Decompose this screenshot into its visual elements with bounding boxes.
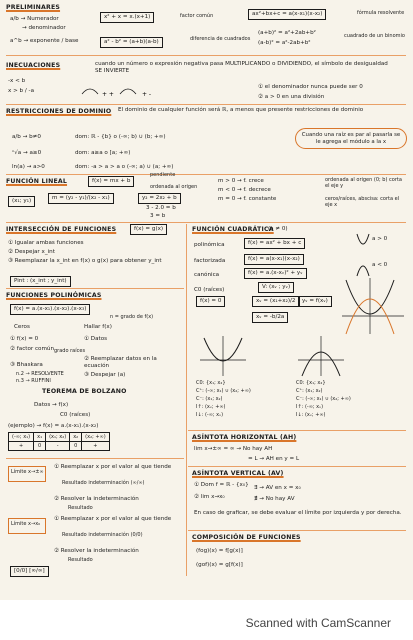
divider-1 xyxy=(6,55,406,56)
numerador-label: a/b → Numerador xyxy=(10,16,59,22)
polinomicas-title: FUNCIONES POLINÓMICAS xyxy=(6,292,102,299)
divider-5 xyxy=(6,288,184,289)
c0-up: C0: {x₁; x₂} xyxy=(196,380,226,386)
divider-8 xyxy=(188,466,406,467)
bolzano-ejemplo: (ejemplo) → f(x) = a.(x-x₁).(x-x₂) xyxy=(8,423,99,429)
scanner-footer xyxy=(0,600,413,640)
a-menor-cero: a < 0 xyxy=(372,262,388,268)
divider-6 xyxy=(188,430,406,431)
indeterminaciones-box: [0/0] [∞/∞] xyxy=(10,566,49,577)
ceros-step-2b: grado raíces xyxy=(54,348,86,354)
resolvente-box: ax²+bx+c = a(x-x₁)(x-x₂) xyxy=(248,9,326,20)
diferencia-cuadrados-box: a² - b² = (a+b)(a-b) xyxy=(100,37,163,48)
parabola-down-graph xyxy=(198,334,248,378)
a-mayor-cero: a > 0 xyxy=(372,236,388,242)
table-header-cell: x₁ xyxy=(34,433,45,442)
footer-text: Scanned with CamScanner xyxy=(245,616,391,630)
inecuaciones-text: cuando un número o expresión negativa pasa MULTIPLICANDO o DIVIDIENDO, el símbolo de desigualdad SE INVIERTE xyxy=(95,61,388,74)
limite-inf-result-2: Resultado xyxy=(68,505,93,511)
table-header-cell: (x₁; x₂) xyxy=(46,433,69,442)
interseccion-step-3: ③ Reemplazar la x_int en f(x) o g(x) para obtener y_int xyxy=(8,258,162,264)
polinomica-box: f(x) = ax² + bx + c xyxy=(244,238,305,249)
hallar-step-2: ② Reemplazar datos en la ecuación xyxy=(84,356,157,369)
interseccion-step-1: ① Igualar ambas funciones xyxy=(8,240,84,246)
svg-text:+ -: + - xyxy=(142,91,152,98)
canonica-label: canónica xyxy=(194,272,220,278)
f-igual-cero-box: f(x) = 0 xyxy=(196,296,225,307)
canonica-box: f(x) = a.(x-xᵥ)² + yᵥ xyxy=(244,268,307,279)
av-graficar-text: En caso de graficar, se debe evaluar el límite por izquierda y por derecha. xyxy=(194,510,402,516)
dominio-title: RESTRICCIONES DE DOMINIO xyxy=(6,108,112,115)
inec-rule-2: ② a > 0 en una división xyxy=(258,94,325,100)
column-divider xyxy=(186,224,187,576)
grado-label: n = grado de f(x) xyxy=(110,314,154,320)
binomio-suma: (a+b)² = a²+2ab+b² xyxy=(258,30,316,36)
m-cero: m = 0 → f. constante xyxy=(218,196,277,202)
divider-7 xyxy=(6,458,184,459)
iup-down: I↑: (-∞; xᵥ) xyxy=(296,404,324,410)
raiz-par-note: Cuando una raíz es par al pasarla se le agrega el módulo a la x xyxy=(295,128,407,149)
factorizada-box: f(x) = a(x-x₁)(x-x₂) xyxy=(244,254,304,265)
bolzano-title: TEOREMA DE BOLZANO xyxy=(42,388,127,395)
ceros-step-2: ② factor común xyxy=(10,346,54,352)
inec-arrows-sketch xyxy=(80,82,180,102)
dominio-r1-left: a/b → b≠0 xyxy=(12,134,41,140)
table-header-cell: x₂ xyxy=(70,433,81,442)
lineal-formula-box: f(x) = mx + b xyxy=(88,176,134,187)
inec-ejemplo-2: x > b / -a xyxy=(8,88,34,94)
resolvente-note: n.2 → RESOLVENTE xyxy=(16,371,64,377)
cneg-up: C⁻: (x₁; x₂) xyxy=(196,396,223,402)
divider-2 xyxy=(6,104,406,105)
vertice-box: V: (xᵥ ; yᵥ) xyxy=(258,282,294,293)
dominio-r1-right: dom: ℝ - {b} o (-∞; b) ∪ (b; +∞) xyxy=(75,134,166,140)
limite-x0-result-2: Resultado xyxy=(68,557,93,563)
lineal-eq-box: y₂ = 2x₂ + b xyxy=(138,193,181,204)
cneg-down: C⁻: (-∞; x₁) ∪ (x₂; +∞) xyxy=(296,396,351,402)
limite-inf-step-1: ① Reemplazar x por el valor al que tiende xyxy=(54,464,172,470)
binomio-resta: (a-b)² = a²-2ab+b² xyxy=(258,40,311,46)
av-title: ASÍNTOTA VERTICAL (AV) xyxy=(192,470,284,477)
iup-up: I↑: (xᵥ; +∞) xyxy=(196,404,226,410)
limite-inf-title: Límite x→±∞ xyxy=(11,469,44,475)
hallar-heading: Hallar f(x) xyxy=(84,324,112,330)
factor-comun-label: factor común xyxy=(180,13,214,19)
lineal-eq-b: 3 - 2.0 = b xyxy=(146,205,176,211)
c0-down: C0: {x₁; x₂} xyxy=(296,380,326,386)
dominio-r2-left: ⁿ√a → a≥0 xyxy=(12,150,42,156)
table-col xyxy=(45,433,69,450)
table-header-cell: (-∞; x₁) xyxy=(9,433,33,442)
m-positiva: m > 0 → f. crece xyxy=(218,178,264,184)
parabola-graph xyxy=(340,276,406,336)
limite-inf-result: Resultado indeterminación (∞/∞) xyxy=(62,480,145,486)
svg-text:+ +: + + xyxy=(102,91,114,98)
limite-inf-step-2: ② Resolver la indeterminación xyxy=(54,496,139,502)
pint-box: Pint : (x_int ; y_int) xyxy=(10,276,71,287)
yv-box: yᵥ = f(xᵥ) xyxy=(298,296,332,307)
interseccion-title: INTERSECCIÓN DE FUNCIONES xyxy=(6,226,117,233)
cpos-down: C⁺: (x₁; x₂) xyxy=(296,388,323,394)
polinomica-formula-box: f(x) = a.(x-x₁).(x-x₂).(x-x₃) xyxy=(10,304,90,315)
ah-title: ASÍNTOTA HORIZONTAL (AH) xyxy=(192,434,297,441)
ceros-step-3: ③ Bhaskara xyxy=(10,362,43,368)
ah-rule-2: = L → AH en y = L xyxy=(248,456,300,462)
hallar-step-3: ③ Despejar (a) xyxy=(84,372,126,378)
exponente-label: a^b → exponente / base xyxy=(10,38,79,44)
ruffini-note: n.3 → RUFFINI xyxy=(16,378,51,384)
composicion-fog: (fog)(x) = f[g(x)] xyxy=(196,548,243,554)
divider-3 xyxy=(6,174,406,175)
limite-x0-title: Límite x→x₀ xyxy=(11,521,41,527)
dominio-r2-right: dom: a≥a o [a; +∞) xyxy=(75,150,131,156)
preliminares-title: PRELIMINARES xyxy=(6,4,61,11)
pendiente-label: pendiente xyxy=(150,172,176,178)
polinomica-label: polinómica xyxy=(194,242,225,248)
binomio-label: cuadrado de un binomio xyxy=(344,33,405,39)
table-header-cell: (x₂; +∞) xyxy=(82,433,109,442)
inecuaciones-title: INECUACIONES xyxy=(6,62,61,69)
parabola-up-graph xyxy=(296,334,346,378)
table-value-cell: 0 xyxy=(74,443,78,449)
idown-down: I↓: (xᵥ; +∞) xyxy=(296,412,326,418)
ordenada-label: ordenada al origen xyxy=(150,184,198,190)
av-step-2: ② lim x→x₀ xyxy=(194,494,225,500)
xv-alt-box: xᵥ = -b/2a xyxy=(252,312,288,323)
bolzano-step-1: Datos → f(x) xyxy=(34,402,69,408)
table-col xyxy=(69,433,81,450)
ordenada-origen-note: ordenada al origen (0; b) corta el eje y xyxy=(325,177,402,189)
interseccion-formula-box: f(x) = g(x) xyxy=(130,224,167,235)
m-negativa: m < 0 → f. decrece xyxy=(218,187,271,193)
table-col xyxy=(81,433,109,450)
hallar-step-1: ① Datos xyxy=(84,336,108,342)
lineal-title: FUNCIÓN LINEAL xyxy=(6,178,68,185)
av-step-1: ① Dom f = ℝ - {x₀} xyxy=(194,482,249,488)
lineal-eq-b2: 3 = b xyxy=(150,213,166,219)
xv-box: xᵥ = (x₁+x₂)/2 xyxy=(252,296,300,307)
pendiente-formula-box: m = (y₂ - y₁)/(x₂ - x₁) xyxy=(48,193,114,204)
factorizada-label: factorizada xyxy=(194,258,226,264)
idown-up: I↓: (-∞; xᵥ) xyxy=(196,412,224,418)
ceros-raices-label: C0 (raíces) xyxy=(194,287,225,293)
av-existe: ∃ → AV en x = x₀ xyxy=(254,485,301,491)
cuadratica-title: FUNCIÓN CUADRÁTICA xyxy=(192,226,274,233)
composicion-gof: (gof)(x) = g[f(x)] xyxy=(196,562,243,568)
ah-rule-1: lim x→±∞ = ∞ → No hay AH xyxy=(194,446,273,452)
diferencia-cuadrados-label: diferencia de cuadrados xyxy=(190,36,251,42)
table-col xyxy=(33,433,45,450)
bolzano-table xyxy=(8,432,110,451)
divider-4 xyxy=(6,222,406,223)
dominio-r3-left: ln(a) → a>0 xyxy=(12,164,45,170)
table-value-cell: + xyxy=(93,443,98,449)
limite-x0-step-1: ① Reemplazar x por el valor al que tiende xyxy=(54,516,172,522)
resolvente-label: fórmula resolvente xyxy=(357,10,405,16)
ceros-heading: Ceros xyxy=(14,324,30,330)
lineal-points-box: (x₁; y₁) xyxy=(8,196,35,207)
table-col xyxy=(9,433,33,450)
divider-9 xyxy=(188,530,406,531)
table-value-cell: 0 xyxy=(38,443,42,449)
limite-x0-step-2: ② Resolver la indeterminación xyxy=(54,548,139,554)
factor-comun-box: x² + x = x.(x+1) xyxy=(100,12,154,23)
cuadratica-cond: (a ≠ 0) xyxy=(268,226,288,232)
denominador-label: → denominador xyxy=(22,25,66,31)
dominio-r3-right: dom: -a > a > a o (-∞; a) ∪ (a; +∞) xyxy=(75,164,174,170)
inec-rule-1: ① el denominador nunca puede ser 0 xyxy=(258,84,363,90)
dominio-text: El dominio de cualquier función será ℝ, a menos que presente restricciones de dominio xyxy=(118,107,364,113)
composicion-title: COMPOSICIÓN DE FUNCIONES xyxy=(192,534,301,541)
table-value-cell: - xyxy=(56,443,59,449)
inec-ejemplo-1: -x < b xyxy=(8,78,26,84)
table-value-cell: + xyxy=(18,443,24,449)
ceros-step-1: ① f(x) = 0 xyxy=(10,336,39,342)
cpos-up: C⁺: (-∞; x₁) ∪ (x₂; +∞) xyxy=(196,388,251,394)
limite-x0-result: Resultado indeterminación (0/0) xyxy=(62,532,143,538)
interseccion-step-2: ② Despejar x_int xyxy=(8,249,55,255)
ceros-note: ceros/raíces, abscisa: corta el eje x xyxy=(325,196,400,208)
bolzano-step-2: C0 (raíces) xyxy=(60,412,91,418)
av-no-existe: ∄ → No hay AV xyxy=(254,496,295,502)
